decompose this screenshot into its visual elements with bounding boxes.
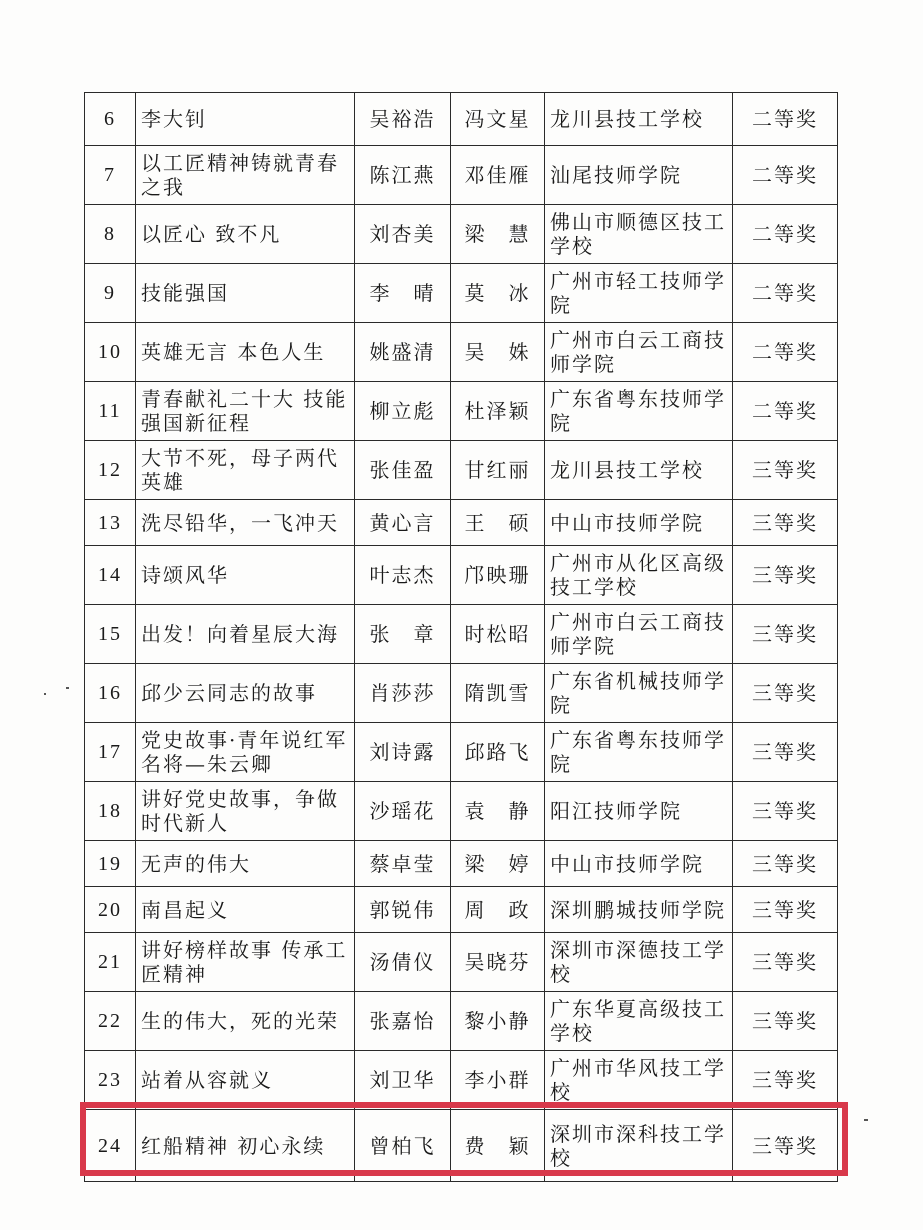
author-name: 张佳盈	[355, 441, 451, 500]
teacher-name: 李小群	[451, 1051, 545, 1110]
work-title: 红船精神 初心永续	[136, 1110, 355, 1182]
row-number: 16	[85, 664, 136, 723]
teacher-name: 黎小静	[451, 992, 545, 1051]
prize-level: 三等奖	[733, 723, 838, 782]
row-number: 15	[85, 605, 136, 664]
work-title: 讲好党史故事，争做时代新人	[136, 782, 355, 841]
school-name: 佛山市顺德区技工学校	[545, 205, 733, 264]
school-name: 汕尾技师学院	[545, 146, 733, 205]
prize-level: 二等奖	[733, 205, 838, 264]
teacher-name: 时松昭	[451, 605, 545, 664]
row-number: 11	[85, 382, 136, 441]
table-row	[85, 992, 838, 1051]
prize-level: 二等奖	[733, 323, 838, 382]
prize-level: 三等奖	[733, 605, 838, 664]
school-name: 广东省粤东技师学院	[545, 382, 733, 441]
school-name: 广东省机械技师学院	[545, 664, 733, 723]
teacher-name: 王 硕	[451, 500, 545, 546]
work-title: 邱少云同志的故事	[136, 664, 355, 723]
work-title: 讲好榜样故事 传承工匠精神	[136, 933, 355, 992]
prize-level: 三等奖	[733, 500, 838, 546]
school-name: 阳江技师学院	[545, 782, 733, 841]
teacher-name: 袁 静	[451, 782, 545, 841]
table-row	[85, 93, 838, 146]
prize-level: 三等奖	[733, 782, 838, 841]
author-name: 陈江燕	[355, 146, 451, 205]
awards-table-body	[85, 93, 838, 1182]
prize-level: 三等奖	[733, 1110, 838, 1182]
teacher-name: 费 颖	[451, 1110, 545, 1182]
prize-level: 三等奖	[733, 1051, 838, 1110]
author-name: 刘卫华	[355, 1051, 451, 1110]
row-number: 9	[85, 264, 136, 323]
work-title: 南昌起义	[136, 887, 355, 933]
table-row	[85, 323, 838, 382]
teacher-name: 邝映珊	[451, 546, 545, 605]
table-row	[85, 664, 838, 723]
row-number: 20	[85, 887, 136, 933]
row-number: 23	[85, 1051, 136, 1110]
row-number: 21	[85, 933, 136, 992]
prize-level: 三等奖	[733, 546, 838, 605]
work-title: 青春献礼二十大 技能强国新征程	[136, 382, 355, 441]
row-number: 18	[85, 782, 136, 841]
work-title: 技能强国	[136, 264, 355, 323]
table-row	[85, 605, 838, 664]
table-row	[85, 1110, 838, 1182]
scan-speck	[864, 1119, 868, 1121]
author-name: 李 晴	[355, 264, 451, 323]
school-name: 广东省粤东技师学院	[545, 723, 733, 782]
table-row	[85, 546, 838, 605]
school-name: 广东华夏高级技工学校	[545, 992, 733, 1051]
teacher-name: 隋凯雪	[451, 664, 545, 723]
teacher-name: 吴晓芬	[451, 933, 545, 992]
work-title: 以匠心 致不凡	[136, 205, 355, 264]
prize-level: 三等奖	[733, 933, 838, 992]
author-name: 张 章	[355, 605, 451, 664]
author-name: 吴裕浩	[355, 93, 451, 146]
teacher-name: 杜泽颖	[451, 382, 545, 441]
table-row	[85, 500, 838, 546]
work-title: 英雄无言 本色人生	[136, 323, 355, 382]
row-number: 19	[85, 841, 136, 887]
row-number: 7	[85, 146, 136, 205]
school-name: 深圳市深德技工学校	[545, 933, 733, 992]
teacher-name: 梁 婷	[451, 841, 545, 887]
prize-level: 三等奖	[733, 992, 838, 1051]
author-name: 汤倩仪	[355, 933, 451, 992]
work-title: 无声的伟大	[136, 841, 355, 887]
author-name: 郭锐伟	[355, 887, 451, 933]
author-name: 刘杏美	[355, 205, 451, 264]
author-name: 姚盛清	[355, 323, 451, 382]
row-number: 24	[85, 1110, 136, 1182]
row-number: 12	[85, 441, 136, 500]
table-row	[85, 841, 838, 887]
author-name: 曾柏飞	[355, 1110, 451, 1182]
prize-level: 二等奖	[733, 146, 838, 205]
prize-level: 二等奖	[733, 264, 838, 323]
teacher-name: 冯文星	[451, 93, 545, 146]
author-name: 刘诗露	[355, 723, 451, 782]
teacher-name: 甘红丽	[451, 441, 545, 500]
author-name: 肖莎莎	[355, 664, 451, 723]
row-number: 10	[85, 323, 136, 382]
work-title: 出发！向着星辰大海	[136, 605, 355, 664]
table-row	[85, 441, 838, 500]
prize-level: 三等奖	[733, 664, 838, 723]
school-name: 中山市技师学院	[545, 500, 733, 546]
table-row	[85, 146, 838, 205]
work-title: 站着从容就义	[136, 1051, 355, 1110]
teacher-name: 梁 慧	[451, 205, 545, 264]
author-name: 柳立彪	[355, 382, 451, 441]
school-name: 广州市白云工商技师学院	[545, 323, 733, 382]
row-number: 8	[85, 205, 136, 264]
scan-speck	[66, 687, 69, 689]
author-name: 张嘉怡	[355, 992, 451, 1051]
work-title: 生的伟大，死的光荣	[136, 992, 355, 1051]
row-number: 14	[85, 546, 136, 605]
awards-table	[84, 92, 838, 1182]
row-number: 13	[85, 500, 136, 546]
author-name: 蔡卓莹	[355, 841, 451, 887]
table-row	[85, 264, 838, 323]
row-number: 17	[85, 723, 136, 782]
teacher-name: 周 政	[451, 887, 545, 933]
school-name: 深圳市深科技工学校	[545, 1110, 733, 1182]
work-title: 洗尽铅华，一飞冲天	[136, 500, 355, 546]
teacher-name: 邱路飞	[451, 723, 545, 782]
table-row	[85, 933, 838, 992]
school-name: 龙川县技工学校	[545, 441, 733, 500]
prize-level: 三等奖	[733, 887, 838, 933]
table-row	[85, 382, 838, 441]
work-title: 诗颂风华	[136, 546, 355, 605]
school-name: 广州市轻工技师学院	[545, 264, 733, 323]
school-name: 中山市技师学院	[545, 841, 733, 887]
school-name: 广州市从化区高级技工学校	[545, 546, 733, 605]
author-name: 黄心言	[355, 500, 451, 546]
table-row	[85, 1051, 838, 1110]
prize-level: 三等奖	[733, 441, 838, 500]
work-title: 以工匠精神铸就青春之我	[136, 146, 355, 205]
school-name: 广州市华风技工学校	[545, 1051, 733, 1110]
teacher-name: 邓佳雁	[451, 146, 545, 205]
work-title: 大节不死，母子两代英雄	[136, 441, 355, 500]
row-number: 22	[85, 992, 136, 1051]
author-name: 叶志杰	[355, 546, 451, 605]
author-name: 沙瑶花	[355, 782, 451, 841]
teacher-name: 莫 冰	[451, 264, 545, 323]
table-row	[85, 723, 838, 782]
table-row	[85, 887, 838, 933]
prize-level: 二等奖	[733, 382, 838, 441]
school-name: 深圳鹏城技师学院	[545, 887, 733, 933]
prize-level: 二等奖	[733, 93, 838, 146]
work-title: 党史故事·青年说红军名将—朱云卿	[136, 723, 355, 782]
work-title: 李大钊	[136, 93, 355, 146]
school-name: 龙川县技工学校	[545, 93, 733, 146]
scan-speck	[44, 693, 46, 695]
teacher-name: 吴 姝	[451, 323, 545, 382]
prize-level: 三等奖	[733, 841, 838, 887]
table-row	[85, 782, 838, 841]
row-number: 6	[85, 93, 136, 146]
table-row	[85, 205, 838, 264]
school-name: 广州市白云工商技师学院	[545, 605, 733, 664]
